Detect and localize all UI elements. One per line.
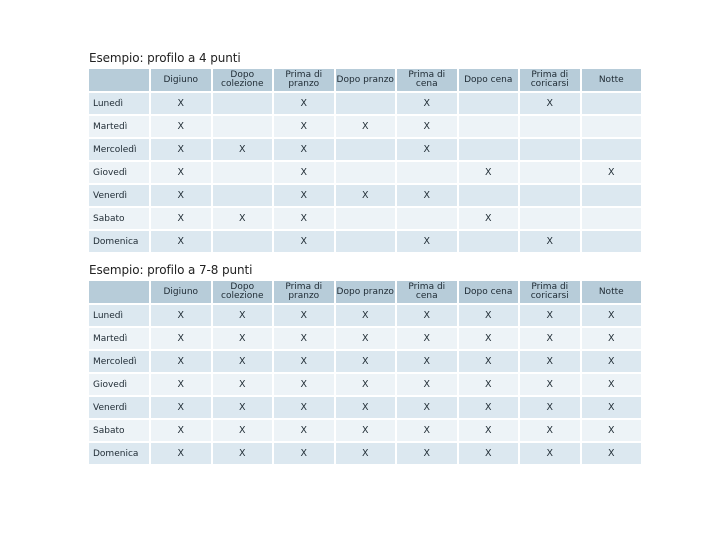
measurement-mark: X: [336, 305, 396, 326]
measurement-mark: X: [397, 231, 457, 252]
measurement-mark: [213, 93, 273, 114]
measurement-mark: X: [274, 420, 334, 441]
measurement-mark: X: [151, 93, 211, 114]
measurement-mark: X: [397, 420, 457, 441]
measurement-mark: X: [397, 351, 457, 372]
table-row: [89, 231, 641, 252]
measurement-mark: X: [151, 231, 211, 252]
measurement-mark: X: [151, 420, 211, 441]
day-label: Mercoledì: [89, 139, 149, 160]
measurement-mark: X: [459, 328, 519, 349]
table-header-row: [89, 281, 641, 303]
measurement-mark: X: [213, 374, 273, 395]
measurement-mark: X: [151, 116, 211, 137]
measurement-mark: X: [151, 374, 211, 395]
measurement-mark: X: [274, 328, 334, 349]
column-header: Prima di pranzo: [274, 281, 334, 303]
measurement-mark: X: [336, 328, 396, 349]
measurement-mark: X: [336, 374, 396, 395]
measurement-mark: [520, 162, 580, 183]
measurement-mark: X: [274, 208, 334, 229]
day-label: Giovedì: [89, 374, 149, 395]
measurement-mark: X: [397, 305, 457, 326]
measurement-mark: X: [582, 351, 642, 372]
column-header: Prima di pranzo: [274, 69, 334, 91]
measurement-mark: X: [582, 397, 642, 418]
measurement-mark: X: [274, 116, 334, 137]
measurement-mark: [520, 116, 580, 137]
measurement-mark: [582, 139, 642, 160]
measurement-mark: X: [213, 208, 273, 229]
header-corner-cell: [89, 281, 149, 303]
measurement-mark: [582, 185, 642, 206]
column-header: Digiuno: [151, 69, 211, 91]
section-title-4-punti: Esempio: profilo a 4 punti: [89, 51, 241, 65]
measurement-mark: [582, 208, 642, 229]
measurement-mark: X: [213, 397, 273, 418]
measurement-mark: [213, 231, 273, 252]
measurement-mark: X: [459, 443, 519, 464]
measurement-mark: [459, 116, 519, 137]
measurement-mark: [336, 93, 396, 114]
measurement-mark: [520, 139, 580, 160]
measurement-mark: X: [336, 443, 396, 464]
measurement-mark: X: [151, 443, 211, 464]
column-header: Prima di cena: [397, 69, 457, 91]
measurement-mark: X: [459, 351, 519, 372]
table-row: [89, 351, 641, 372]
measurement-mark: X: [274, 305, 334, 326]
measurement-mark: X: [459, 397, 519, 418]
measurement-mark: X: [274, 351, 334, 372]
measurement-mark: X: [336, 397, 396, 418]
measurement-mark: X: [520, 93, 580, 114]
measurement-mark: X: [459, 305, 519, 326]
measurement-mark: X: [274, 397, 334, 418]
column-header: Prima di coricarsi: [520, 281, 580, 303]
measurement-mark: X: [151, 328, 211, 349]
column-header: Prima di coricarsi: [520, 69, 580, 91]
measurement-mark: X: [274, 185, 334, 206]
measurement-mark: X: [397, 443, 457, 464]
measurement-mark: [459, 231, 519, 252]
column-header: Notte: [582, 69, 642, 91]
measurement-mark: X: [520, 374, 580, 395]
measurement-mark: X: [213, 139, 273, 160]
measurement-mark: [397, 208, 457, 229]
measurement-mark: X: [151, 208, 211, 229]
measurement-mark: X: [397, 93, 457, 114]
table-header-row: [89, 69, 641, 91]
table-row: [89, 397, 641, 418]
measurement-mark: X: [520, 231, 580, 252]
measurement-mark: X: [459, 208, 519, 229]
measurement-mark: X: [520, 351, 580, 372]
column-header: Dopo colezione: [213, 281, 273, 303]
column-header: Dopo cena: [459, 69, 519, 91]
measurement-mark: [582, 231, 642, 252]
table-row: [89, 116, 641, 137]
table-row: [89, 328, 641, 349]
measurement-mark: X: [213, 420, 273, 441]
measurement-mark: X: [459, 162, 519, 183]
section-title-7-8-punti: Esempio: profilo a 7-8 punti: [89, 263, 253, 277]
measurement-mark: [582, 93, 642, 114]
measurement-mark: X: [274, 93, 334, 114]
table-row: [89, 208, 641, 229]
measurement-mark: X: [274, 374, 334, 395]
measurement-mark: X: [151, 162, 211, 183]
day-label: Martedì: [89, 328, 149, 349]
measurement-mark: X: [397, 397, 457, 418]
schedule-table-4-punti: [87, 67, 643, 254]
column-header: Notte: [582, 281, 642, 303]
measurement-mark: X: [151, 351, 211, 372]
measurement-mark: X: [397, 139, 457, 160]
measurement-mark: X: [336, 185, 396, 206]
day-label: Domenica: [89, 443, 149, 464]
measurement-mark: [459, 93, 519, 114]
measurement-mark: X: [582, 328, 642, 349]
measurement-mark: X: [582, 420, 642, 441]
measurement-mark: X: [520, 443, 580, 464]
measurement-mark: X: [151, 397, 211, 418]
column-header: Digiuno: [151, 281, 211, 303]
measurement-mark: X: [520, 305, 580, 326]
measurement-mark: X: [151, 139, 211, 160]
table-row: [89, 420, 641, 441]
table-row: [89, 185, 641, 206]
day-label: Domenica: [89, 231, 149, 252]
column-header: Dopo colezione: [213, 69, 273, 91]
measurement-mark: [213, 116, 273, 137]
column-header: Dopo pranzo: [336, 69, 396, 91]
day-label: Mercoledì: [89, 351, 149, 372]
measurement-mark: [582, 116, 642, 137]
table-row: [89, 305, 641, 326]
measurement-mark: X: [520, 397, 580, 418]
measurement-mark: X: [397, 185, 457, 206]
column-header: Prima di cena: [397, 281, 457, 303]
column-header: Dopo pranzo: [336, 281, 396, 303]
measurement-mark: X: [151, 185, 211, 206]
table-row: [89, 374, 641, 395]
measurement-mark: [397, 162, 457, 183]
measurement-mark: X: [397, 374, 457, 395]
measurement-mark: X: [213, 305, 273, 326]
measurement-mark: [459, 139, 519, 160]
measurement-mark: [520, 185, 580, 206]
measurement-mark: X: [274, 443, 334, 464]
table-row: [89, 139, 641, 160]
measurement-mark: X: [520, 328, 580, 349]
header-corner-cell: [89, 69, 149, 91]
measurement-mark: X: [336, 351, 396, 372]
measurement-mark: X: [582, 305, 642, 326]
measurement-mark: [336, 162, 396, 183]
measurement-mark: [213, 185, 273, 206]
measurement-mark: X: [520, 420, 580, 441]
day-label: Lunedì: [89, 305, 149, 326]
table-row: [89, 162, 641, 183]
measurement-mark: X: [213, 351, 273, 372]
measurement-mark: X: [397, 116, 457, 137]
measurement-mark: X: [336, 116, 396, 137]
day-label: Martedì: [89, 116, 149, 137]
measurement-mark: X: [213, 443, 273, 464]
measurement-mark: X: [274, 162, 334, 183]
measurement-mark: [459, 185, 519, 206]
day-label: Lunedì: [89, 93, 149, 114]
day-label: Sabato: [89, 420, 149, 441]
day-label: Sabato: [89, 208, 149, 229]
measurement-mark: X: [274, 231, 334, 252]
column-header: Dopo cena: [459, 281, 519, 303]
measurement-mark: [336, 139, 396, 160]
measurement-mark: X: [582, 443, 642, 464]
measurement-mark: [520, 208, 580, 229]
measurement-mark: [336, 231, 396, 252]
measurement-mark: X: [459, 374, 519, 395]
measurement-mark: X: [336, 420, 396, 441]
measurement-mark: X: [274, 139, 334, 160]
table-row: [89, 93, 641, 114]
measurement-mark: X: [213, 328, 273, 349]
measurement-mark: X: [397, 328, 457, 349]
measurement-mark: X: [582, 374, 642, 395]
schedule-table-7-8-punti: [87, 279, 643, 466]
measurement-mark: X: [459, 420, 519, 441]
day-label: Venerdì: [89, 397, 149, 418]
measurement-mark: [336, 208, 396, 229]
day-label: Giovedì: [89, 162, 149, 183]
measurement-mark: [213, 162, 273, 183]
measurement-mark: X: [151, 305, 211, 326]
measurement-mark: X: [582, 162, 642, 183]
day-label: Venerdì: [89, 185, 149, 206]
table-row: [89, 443, 641, 464]
